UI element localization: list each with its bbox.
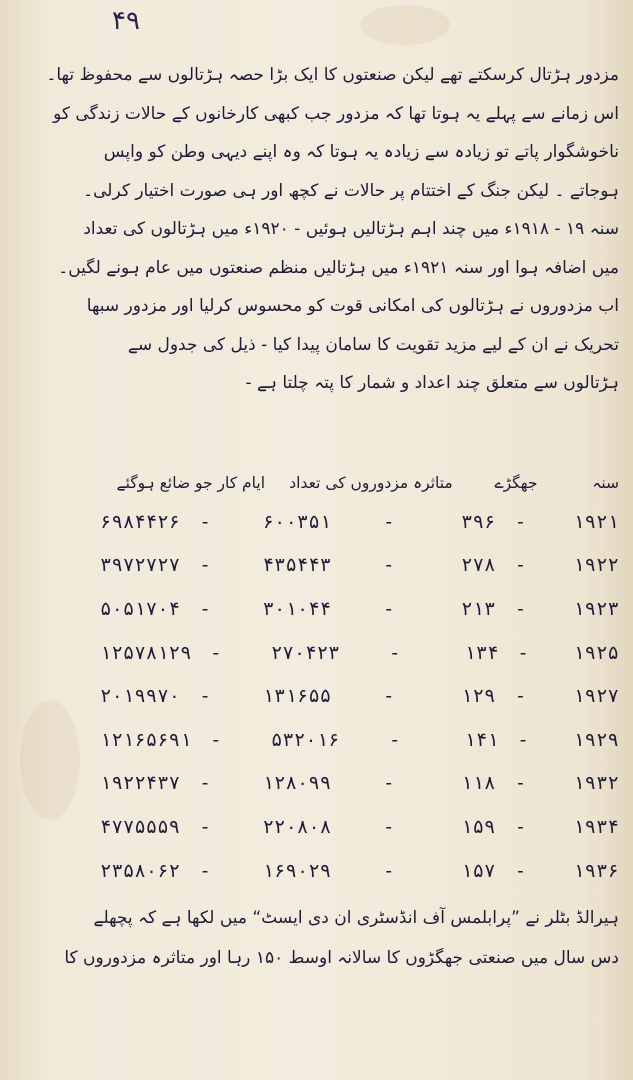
text-line: اب مزدوروں نے ہڑتالوں کی امکانی قوت کو محسوس کرلیا اور مزدور سبھا [86,296,619,316]
text-line: میں اضافہ ہوا اور سنہ ۱۹۲۱ء میں ہڑتالیں منظم صنعتوں میں عام ہونے لگیں۔ [58,257,619,278]
cell-disputes: ۱۳۴ [464,641,499,664]
cell-separator: - [517,728,529,751]
cell-days: ۱۹۲۲۴۳۷ [100,772,181,795]
cell-days: ۱۲۵۷۸۱۲۹ [100,641,192,664]
cell-workers: ۱۳۱۶۵۵ [262,685,332,708]
cell-separator: - [199,554,211,577]
header-days: ایام کار جو ضائع ہوگئے [116,474,265,492]
cell-year: ۱۹۲۲ [573,554,619,577]
cell-days: ۳۹۷۲۷۲۷ [100,554,181,577]
text-line: ہوجاتے ۔ لیکن جنگ کے اختتام پر حالات نے کچھ اور ہی صورت اختیار کرلی۔ [83,180,619,201]
cell-separator: - [382,815,395,838]
text-line: ناخوشگوار پاتے تو زیادہ سے زیادہ یہ ہوتا کہ وہ اپنے دیہی وطن کو واپس [103,142,619,162]
cell-disputes: ۱۵۷ [461,859,496,882]
cell-separator: - [199,772,211,795]
table-row [96,674,619,718]
table-header [96,466,619,500]
cell-workers: ۴۳۵۴۴۳ [262,554,332,577]
cell-separator: - [382,772,395,795]
cell-days: ۲۳۵۸۰۶۲ [100,859,181,882]
cell-disputes: ۱۴۱ [464,728,499,751]
cell-separator: - [199,510,211,533]
cell-separator: - [514,815,527,838]
table-row [96,544,619,588]
header-disputes: جھگڑے [494,474,538,492]
text-line: اس زمانے سے پہلے یہ ہوتا تھا کہ مزدور جب کبھی کارخانوں کے حالات زندگی کو [53,103,619,124]
strikes-table [96,466,619,892]
text-line: دس سال میں صنعتی جھگڑوں کا سالانہ اوسط ۱۵۰ رہا اور متاثرہ مزدوروں کا [64,948,619,968]
cell-separator: - [382,859,395,882]
cell-disputes: ۲۷۸ [461,554,496,577]
cell-disputes: ۲۱۳ [461,597,496,620]
table-row [96,849,619,893]
cell-days: ۴۷۷۵۵۵۹ [100,815,181,838]
cell-workers: ۳۰۱۰۴۴ [262,597,332,620]
cell-days: ۱۲۱۶۵۶۹۱ [100,728,192,751]
cell-separator: - [199,859,211,882]
table-row [96,762,619,806]
text-line: تحریک نے ان کے لیے مزید تقویت کا سامان پیدا کیا - ذیل کی جدول سے [127,334,619,355]
table-row [96,631,619,675]
cell-separator: - [199,815,211,838]
cell-workers: ۵۳۲۰۱۶ [270,728,340,751]
footer-paragraph [64,898,619,978]
cell-days: ۲۰۱۹۹۷۰ [100,685,181,708]
cell-disputes: ۱۲۹ [461,685,496,708]
table-row [96,587,619,631]
cell-year: ۱۹۲۹ [573,728,619,751]
table-row [96,718,619,762]
header-year: سنہ [592,474,619,492]
text-line: ہیرالڈ بٹلر نے ”پرابلمس آف انڈسٹری ان دی ایسٹ“ میں لکھا ہے کہ پچھلے [93,908,619,928]
cell-separator: - [199,597,211,620]
cell-separator: - [514,772,527,795]
paper-stain [360,5,450,45]
header-workers: متاثرہ مزدوروں کی تعداد [289,474,453,492]
page-number: ۴۹ [112,6,140,36]
cell-workers: ۲۲۰۸۰۸ [262,815,332,838]
paragraph [46,56,619,403]
table-row [96,500,619,544]
cell-year: ۱۹۲۵ [573,641,619,664]
cell-workers: ۱۶۹۰۲۹ [262,859,332,882]
paper-stain [20,700,80,820]
cell-year: ۱۹۲۳ [573,597,619,620]
cell-separator: - [382,597,395,620]
text-line: ہڑتالوں سے متعلق چند اعداد و شمار کا پتہ چلتا ہے - [245,373,619,393]
cell-disputes: ۱۵۹ [461,815,496,838]
cell-separator: - [514,597,527,620]
cell-separator: - [517,641,529,664]
cell-workers: ۱۲۸۰۹۹ [262,772,332,795]
cell-year: ۱۹۳۶ [573,859,619,882]
cell-year: ۱۹۳۲ [573,772,619,795]
cell-separator: - [210,728,222,751]
cell-workers: ۶۰۰۳۵۱ [262,510,332,533]
cell-disputes: ۳۹۶ [461,510,496,533]
cell-year: ۱۹۳۴ [573,815,619,838]
cell-separator: - [382,685,395,708]
cell-days: ۶۹۸۴۴۲۶ [100,510,181,533]
cell-separator: - [210,641,222,664]
cell-separator: - [514,510,527,533]
cell-separator: - [388,728,401,751]
cell-separator: - [514,554,527,577]
cell-separator: - [199,685,211,708]
cell-workers: ۲۷۰۴۲۳ [270,641,340,664]
cell-year: ۱۹۲۱ [573,510,619,533]
cell-separator: - [382,554,395,577]
cell-disputes: ۱۱۸ [461,772,496,795]
cell-separator: - [382,510,395,533]
cell-separator: - [514,685,527,708]
cell-separator: - [514,859,527,882]
cell-separator: - [388,641,401,664]
text-line: مزدور ہڑتال کرسکتے تھے لیکن صنعتوں کا ایک بڑا حصہ ہڑتالوں سے محفوظ تھا۔ [46,65,619,85]
cell-year: ۱۹۲۷ [573,685,619,708]
cell-days: ۵۰۵۱۷۰۴ [100,597,181,620]
text-line: سنہ ۱۹ - ۱۹۱۸ء میں چند اہم ہڑتالیں ہوئیں - ۱۹۲۰ء میں ہڑتالوں کی تعداد [83,219,619,239]
table-row [96,805,619,849]
